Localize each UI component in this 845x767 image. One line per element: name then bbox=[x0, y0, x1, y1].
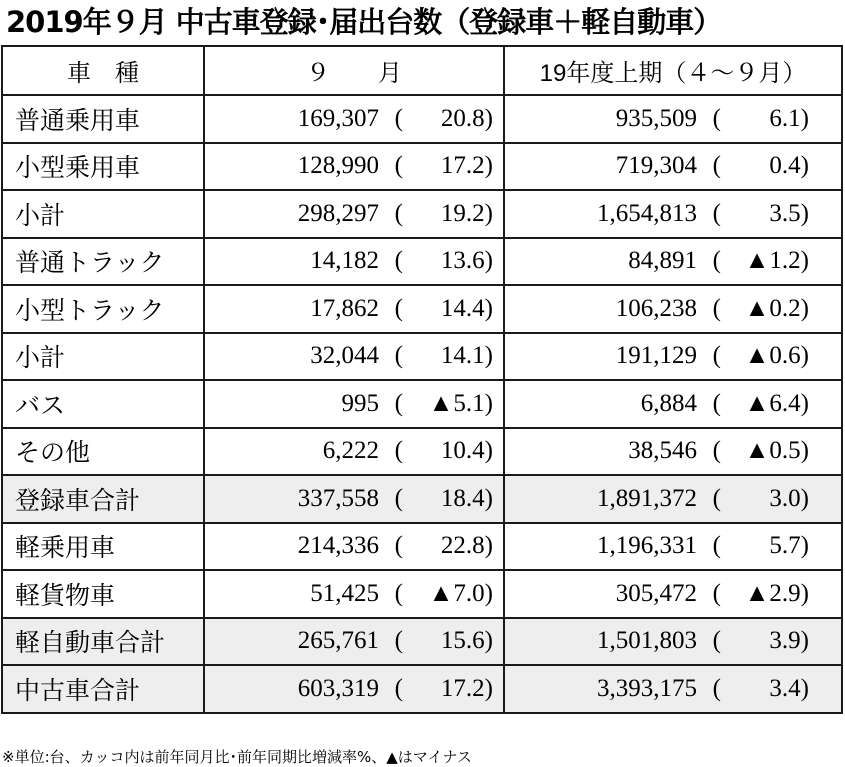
first-half-cell bbox=[504, 380, 842, 428]
row-label: バス bbox=[2, 380, 204, 428]
first-half-count: 1,654,813 bbox=[597, 199, 697, 227]
open-paren: ( bbox=[712, 484, 721, 512]
first-half-count: 191,129 bbox=[615, 342, 697, 370]
first-half-count: 6,884 bbox=[640, 389, 697, 417]
september-cell bbox=[204, 333, 504, 381]
open-paren: ( bbox=[394, 247, 403, 275]
first-half-cell bbox=[504, 428, 842, 476]
open-paren: ( bbox=[712, 437, 721, 465]
open-paren: ( bbox=[394, 437, 403, 465]
first-half-change-rate: 5.7) bbox=[769, 532, 809, 560]
footnote: ※単位:台、カッコ内は前年同月比･前年同期比増減率%、▲はマイナス bbox=[2, 748, 472, 766]
september-cell bbox=[204, 190, 504, 238]
september-count: 337,558 bbox=[297, 484, 379, 512]
first-half-count: 935,509 bbox=[615, 104, 697, 132]
page-title: 2019年９月 中古車登録･届出台数（登録車＋軽自動車） bbox=[6, 5, 722, 39]
open-paren: ( bbox=[394, 342, 403, 370]
september-change-rate: 19.2) bbox=[440, 199, 493, 227]
september-change-rate: 20.8) bbox=[440, 104, 493, 132]
september-count: 298,297 bbox=[297, 199, 379, 227]
september-count: 6,222 bbox=[322, 437, 379, 465]
row-label: 普通乗用車 bbox=[2, 95, 204, 143]
september-cell bbox=[204, 143, 504, 191]
first-half-change-rate: ▲1.2) bbox=[744, 247, 809, 275]
first-half-change-rate: ▲0.6) bbox=[744, 342, 809, 370]
table-row bbox=[2, 143, 842, 191]
table-row bbox=[2, 428, 842, 476]
open-paren: ( bbox=[712, 247, 721, 275]
open-paren: ( bbox=[712, 532, 721, 560]
open-paren: ( bbox=[712, 579, 721, 607]
first-half-count: 106,238 bbox=[615, 294, 697, 322]
september-cell bbox=[204, 95, 504, 143]
open-paren: ( bbox=[394, 484, 403, 512]
open-paren: ( bbox=[712, 342, 721, 370]
table-row bbox=[2, 570, 842, 618]
first-half-count: 1,196,331 bbox=[597, 532, 697, 560]
september-change-rate: 17.2) bbox=[440, 674, 493, 702]
september-cell bbox=[204, 570, 504, 618]
open-paren: ( bbox=[394, 294, 403, 322]
row-label: 軽乗用車 bbox=[2, 523, 204, 571]
first-half-cell bbox=[504, 665, 842, 713]
table-row bbox=[2, 380, 842, 428]
row-label: 小型トラック bbox=[2, 285, 204, 333]
september-cell bbox=[204, 475, 504, 523]
first-half-cell bbox=[504, 238, 842, 286]
first-half-cell bbox=[504, 190, 842, 238]
september-change-rate: ▲5.1) bbox=[428, 389, 493, 417]
first-half-cell bbox=[504, 618, 842, 666]
open-paren: ( bbox=[394, 627, 403, 655]
september-change-rate: 14.4) bbox=[440, 294, 493, 322]
row-label: 小型乗用車 bbox=[2, 143, 204, 191]
first-half-cell bbox=[504, 285, 842, 333]
first-half-change-rate: 3.4) bbox=[769, 674, 809, 702]
open-paren: ( bbox=[394, 389, 403, 417]
open-paren: ( bbox=[394, 152, 403, 180]
open-paren: ( bbox=[712, 104, 721, 132]
first-half-change-rate: 0.4) bbox=[769, 152, 809, 180]
september-cell bbox=[204, 238, 504, 286]
table-row bbox=[2, 238, 842, 286]
september-change-rate: 18.4) bbox=[440, 484, 493, 512]
september-change-rate: 17.2) bbox=[440, 152, 493, 180]
open-paren: ( bbox=[394, 579, 403, 607]
open-paren: ( bbox=[712, 674, 721, 702]
first-half-count: 1,501,803 bbox=[597, 627, 697, 655]
row-label: 軽貨物車 bbox=[2, 570, 204, 618]
september-cell bbox=[204, 665, 504, 713]
open-paren: ( bbox=[394, 674, 403, 702]
open-paren: ( bbox=[712, 627, 721, 655]
first-half-count: 38,546 bbox=[628, 437, 697, 465]
september-count: 32,044 bbox=[310, 342, 379, 370]
september-change-rate: ▲7.0) bbox=[428, 579, 493, 607]
first-half-cell bbox=[504, 475, 842, 523]
open-paren: ( bbox=[712, 294, 721, 322]
row-label: 普通トラック bbox=[2, 238, 204, 286]
row-label: 小計 bbox=[2, 190, 204, 238]
table-row bbox=[2, 190, 842, 238]
september-count: 51,425 bbox=[310, 579, 379, 607]
september-cell bbox=[204, 285, 504, 333]
first-half-change-rate: ▲0.2) bbox=[744, 294, 809, 322]
table-row bbox=[2, 285, 842, 333]
row-label: 小計 bbox=[2, 333, 204, 381]
first-half-count: 1,891,372 bbox=[597, 484, 697, 512]
first-half-count: 3,393,175 bbox=[597, 674, 697, 702]
header-september: ９ 月 bbox=[204, 46, 504, 95]
september-change-rate: 22.8) bbox=[440, 532, 493, 560]
open-paren: ( bbox=[394, 104, 403, 132]
first-half-count: 719,304 bbox=[615, 152, 697, 180]
first-half-change-rate: ▲0.5) bbox=[744, 437, 809, 465]
table-row bbox=[2, 475, 842, 523]
first-half-cell bbox=[504, 333, 842, 381]
september-count: 169,307 bbox=[297, 104, 379, 132]
first-half-change-rate: 3.0) bbox=[769, 484, 809, 512]
september-count: 265,761 bbox=[297, 627, 379, 655]
open-paren: ( bbox=[712, 152, 721, 180]
row-label: 登録車合計 bbox=[2, 475, 204, 523]
september-count: 14,182 bbox=[310, 247, 379, 275]
open-paren: ( bbox=[712, 389, 721, 417]
first-half-change-rate: ▲6.4) bbox=[744, 389, 809, 417]
first-half-change-rate: ▲2.9) bbox=[744, 579, 809, 607]
september-change-rate: 14.1) bbox=[440, 342, 493, 370]
header-row bbox=[2, 46, 842, 95]
open-paren: ( bbox=[712, 199, 721, 227]
first-half-change-rate: 3.9) bbox=[769, 627, 809, 655]
september-count: 17,862 bbox=[310, 294, 379, 322]
september-cell bbox=[204, 428, 504, 476]
september-cell bbox=[204, 523, 504, 571]
september-count: 214,336 bbox=[297, 532, 379, 560]
september-count: 128,990 bbox=[297, 152, 379, 180]
row-label: 中古車合計 bbox=[2, 665, 204, 713]
first-half-cell bbox=[504, 523, 842, 571]
september-change-rate: 10.4) bbox=[440, 437, 493, 465]
row-label: 軽自動車合計 bbox=[2, 618, 204, 666]
first-half-change-rate: 3.5) bbox=[769, 199, 809, 227]
first-half-count: 84,891 bbox=[628, 247, 697, 275]
september-count: 603,319 bbox=[297, 674, 379, 702]
september-change-rate: 13.6) bbox=[440, 247, 493, 275]
open-paren: ( bbox=[394, 532, 403, 560]
september-change-rate: 15.6) bbox=[440, 627, 493, 655]
data-table bbox=[1, 45, 843, 714]
table-row bbox=[2, 95, 842, 143]
header-vehicle-type: 車 種 bbox=[2, 46, 204, 95]
table-row bbox=[2, 618, 842, 666]
first-half-cell bbox=[504, 143, 842, 191]
first-half-cell bbox=[504, 95, 842, 143]
table-row bbox=[2, 333, 842, 381]
september-cell bbox=[204, 380, 504, 428]
september-count: 995 bbox=[341, 389, 379, 417]
row-label: その他 bbox=[2, 428, 204, 476]
table-row bbox=[2, 523, 842, 571]
first-half-count: 305,472 bbox=[615, 579, 697, 607]
table-row bbox=[2, 665, 842, 713]
first-half-cell bbox=[504, 570, 842, 618]
header-first-half: 19年度上期（４～９月） bbox=[504, 46, 842, 95]
september-cell bbox=[204, 618, 504, 666]
first-half-change-rate: 6.1) bbox=[769, 104, 809, 132]
open-paren: ( bbox=[394, 199, 403, 227]
